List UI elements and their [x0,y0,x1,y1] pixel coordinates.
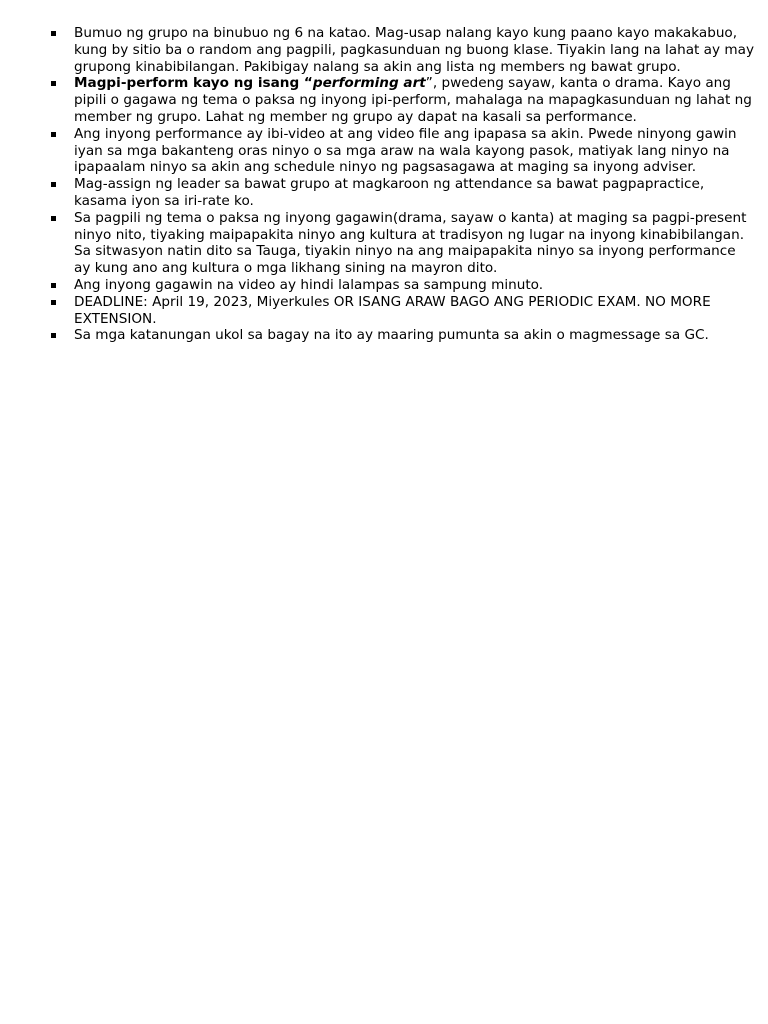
list-item [49,126,749,176]
list-item [49,176,749,210]
list-item [49,210,749,277]
bold-italic-emphasis: performing art [312,75,426,92]
list-item [49,25,754,75]
list-item [49,327,749,344]
list-item-text: Mag-assign ng leader sa bawat grupo at magkaroon ng attendance sa bawat pagpapractice, kasama iyon sa iri-rate ko. [74,176,705,209]
square-bullet-icon [51,81,56,86]
list-item-text [74,75,754,125]
list-item [49,294,749,328]
list-item-text: Bumuo ng grupo na binubuo ng 6 na katao. Mag-usap nalang kayo kung paano kayo makakabuo, kung by sitio ba o random ang pagpili, pagkasunduan ng buong klase. Tiyakin lang na lahat ay may grupong kinabibilangan. Pakibigay nalang sa akin ang lista ng members ng bawat grupo. [74,25,754,75]
square-bullet-icon [51,283,56,288]
list-item [49,277,749,294]
square-bullet-icon [51,216,56,221]
list-item-text: Ang inyong gagawin na video ay hindi lalampas sa sampung minuto. [74,276,544,293]
square-bullet-icon [51,333,56,338]
list-item-text: Sa pagpili ng tema o paksa ng inyong gagawin(drama, sayaw o kanta) at maging sa pagpi-present ninyo nito, tiyaking maipapakita ninyo ang kultura at tradisyon ng lugar na inyong kinabibilangan. Sa sitwasyon natin dito sa Tauga, tiyakin ninyo na ang maipapakita ninyo sa inyong performance ay kung ano ang kultura o mga likhang sining na mayron dito. [74,209,747,277]
instruction-list [49,25,754,344]
square-bullet-icon [51,31,56,36]
bold-lead-text: Magpi-perform kayo ng isang “ [74,75,313,92]
square-bullet-icon [51,300,56,305]
list-item-text: Ang inyong performance ay ibi-video at ang video file ang ipapasa sa akin. Pwede ninyong gawin iyan sa mga bakanteng oras ninyo o sa mga araw na wala kayong pasok, matiyak lang ninyo na ipapaalam ninyo sa akin ang schedule ninyo ng pagsasagawa at maging sa inyong adviser. [74,125,737,176]
item-rest-text: ”, pwedeng sayaw, kanta o drama. Kayo ang pipili o gagawa ng tema o paksa ng inyong ipi-perform, mahalaga na mapagkasunduan ng lahat ng member ng grupo. Lahat ng member ng grupo ay dapat na kasali sa performance. [74,75,752,125]
square-bullet-icon [51,132,56,137]
square-bullet-icon [51,182,56,187]
list-item [49,75,752,125]
list-item-text: Sa mga katanungan ukol sa bagay na ito ay maaring pumunta sa akin o magmessage sa GC. [74,327,709,344]
list-item-text: DEADLINE: April 19, 2023, Miyerkules OR ISANG ARAW BAGO ANG PERIODIC EXAM. NO MORE EXTENSION. [74,293,711,327]
